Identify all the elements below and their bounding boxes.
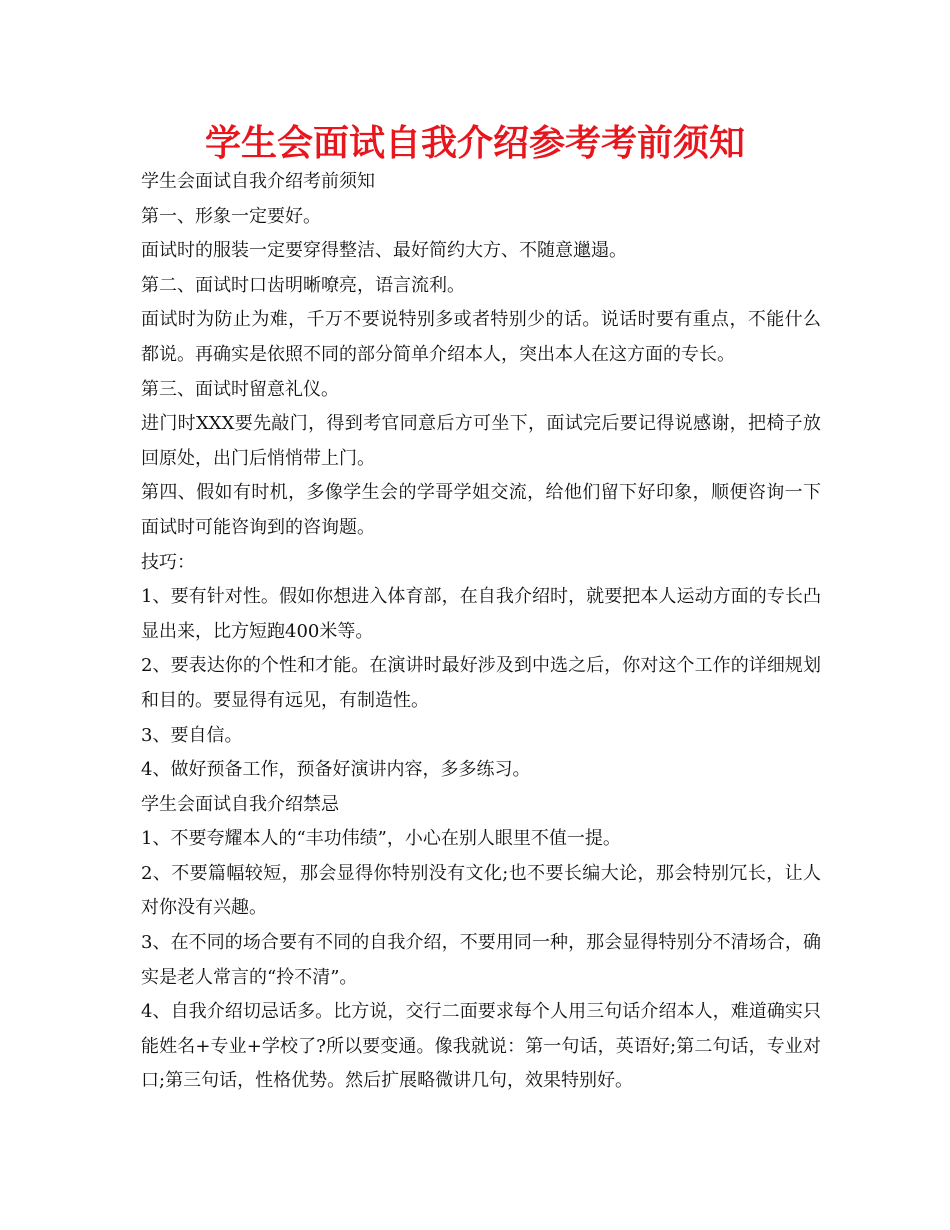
paragraph-tip-4: 4、做好预备工作，预备好演讲内容，多多练习。 [141,759,531,781]
paragraph-point-1-body: 面试时的服装一定要穿得整洁、最好简约大方、不随意邋遢。 [141,240,627,262]
paragraph-taboo-3: 3、在不同的场合要有不同的自我介绍，不要用同一种，那会显得特别分不清场合，确实是老人常言的“拎不清”。 [141,932,821,988]
paragraph-taboo-1: 1、不要夸耀本人的“丰功伟绩”，小心在别人眼里不值一提。 [141,828,621,850]
document-title: 学生会面试自我介绍参考考前须知 [204,123,745,164]
paragraph-taboos-heading: 学生会面试自我介绍禁忌 [141,793,339,815]
paragraph-point-1-title: 第一、形象一定要好。 [141,205,321,227]
paragraph-point-2-title: 第二、面试时口齿明晰嘹亮，语言流利。 [141,274,465,296]
paragraph-heading-exam-notes: 学生会面试自我介绍考前须知 [141,171,375,192]
paragraph-taboo-2: 2、不要篇幅较短，那会显得你特别没有文化;也不要长编大论，那会特别冗长，让人对你没有兴趣。 [141,862,821,919]
paragraph-point-2-body: 面试时为防止为难，千万不要说特别多或者特别少的话。说话时要有重点，不能什么都说。再确实是依照不同的部分简单介绍本人，突出本人在这方面的专长。 [141,309,821,365]
paragraph-point-4: 第四、假如有时机，多像学生会的学哥学姐交流，给他们留下好印象，顺便咨询一下面试时可能咨询到的咨询题。 [141,482,821,538]
paragraph-tip-3: 3、要自信。 [141,724,243,746]
paragraph-tip-1: 1、要有针对性。假如你想进入体育部，在自我介绍时，就要把本人运动方面的专长凸显出来，比方短跑400米等。 [141,586,821,642]
paragraph-point-3-body: 进门时XXX要先敲门，得到考官同意后方可坐下，面试完后要记得说感谢，把椅子放回原处，出门后悄悄带上门。 [141,413,821,469]
paragraph-tip-2: 2、要表达你的个性和才能。在演讲时最好涉及到中选之后，你对这个工作的详细规划和目的。要显得有远见，有制造性。 [141,655,821,711]
paragraph-point-3-title: 第三、面试时留意礼仪。 [141,378,339,400]
paragraph-taboo-4: 4、自我介绍切忌话多。比方说，交行二面要求每个人用三句话介绍本人，难道确实只能姓名+专业+学校了?所以要变通。像我就说：第一句话，英语好;第二句话，专业对口;第三句话，性格优势。然后扩展略微讲几句，效果特别好。 [141,1001,821,1092]
paragraph-tips-heading: 技巧： [141,551,195,573]
document-body [141,165,821,1099]
